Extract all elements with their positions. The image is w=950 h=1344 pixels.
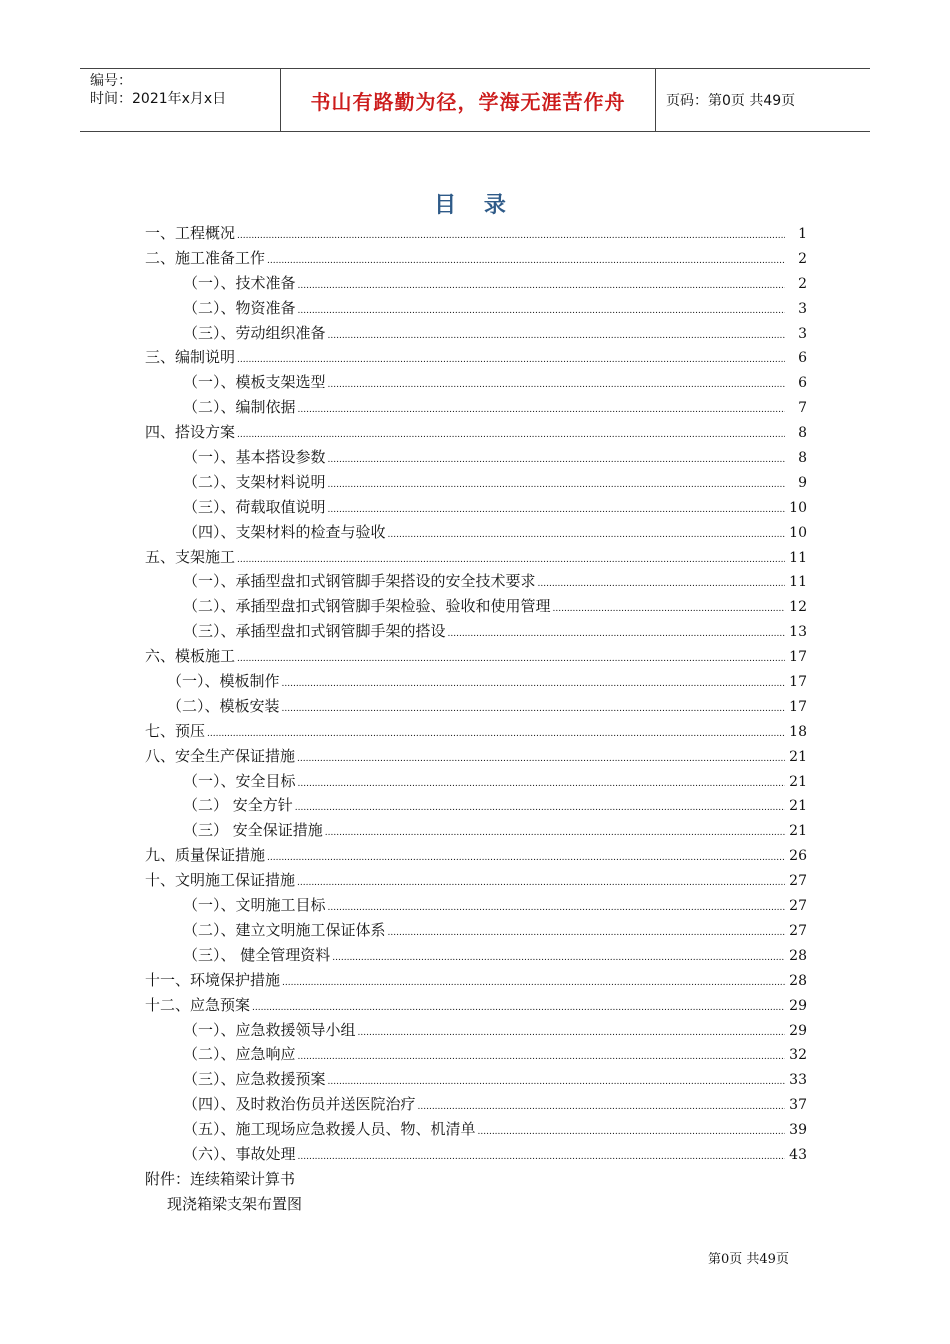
toc-entry-page: 6 (798, 375, 807, 392)
toc-entry[interactable] (145, 297, 807, 322)
toc-entry-label: 七、预压 (145, 721, 206, 740)
toc-entry[interactable] (145, 770, 807, 795)
toc-entry[interactable] (145, 844, 807, 869)
toc-leader-dots (478, 1127, 785, 1137)
toc-entry[interactable] (145, 745, 807, 770)
toc-entry[interactable] (145, 421, 807, 446)
toc-leader-dots (298, 306, 785, 316)
toc-entry-label: （二）、支架材料说明 (183, 472, 326, 491)
toc-entry-label: （二）、建立文明施工保证体系 (183, 920, 386, 939)
toc-entry-page: 17 (789, 698, 807, 715)
toc-entry-page: 33 (789, 1072, 807, 1089)
toc-entry-page: 26 (789, 848, 807, 865)
toc-entry[interactable] (145, 322, 807, 347)
toc-entry[interactable] (145, 869, 807, 894)
toc-entry-label: 十一、环境保护措施 (145, 970, 281, 989)
toc-entry-page: 13 (789, 624, 807, 641)
header-number-label: 编号： (90, 73, 132, 89)
toc-entry-page: 29 (789, 1022, 807, 1039)
header-page-label: 页码：第0页 共49页 (666, 93, 796, 109)
toc-entry-page: 27 (789, 922, 807, 939)
toc-entry-label: （一）、承插型盘扣式钢管脚手架搭设的安全技术要求 (183, 572, 536, 591)
toc-leader-dots (328, 903, 785, 913)
toc-entry[interactable] (145, 272, 807, 297)
toc-entry[interactable] (145, 222, 807, 247)
toc-entry[interactable] (145, 670, 807, 695)
toc-leader-dots (358, 1028, 785, 1038)
toc-leader-dots (237, 430, 785, 440)
header-motto: 书山有路勤为径，学海无涯苦作舟 (281, 69, 656, 131)
toc-entry-label: （一）、安全目标 (183, 771, 296, 790)
toc-entry-label: （六）、事故处理 (183, 1144, 296, 1163)
toc-title: 目 录 (434, 192, 516, 218)
toc-leader-dots (328, 480, 785, 490)
toc-leader-dots (332, 953, 785, 963)
toc-entry-page: 28 (789, 947, 807, 964)
toc-entry[interactable] (145, 1118, 807, 1143)
toc-leader-dots (237, 231, 785, 241)
toc-entry-page: 32 (789, 1047, 807, 1064)
toc-entry-page: 10 (789, 499, 807, 516)
toc-entry-label: 十、文明施工保证措施 (145, 871, 296, 890)
toc-entry-label: （三）、荷载取值说明 (183, 497, 326, 516)
table-of-contents (145, 222, 807, 1218)
toc-leader-dots (388, 530, 785, 540)
toc-entry-page: 27 (789, 898, 807, 915)
toc-entry[interactable] (145, 969, 807, 994)
toc-entry-label: （二）、应急响应 (183, 1045, 296, 1064)
toc-entry[interactable] (145, 396, 807, 421)
toc-leader-dots (282, 679, 785, 689)
toc-entry[interactable] (145, 546, 807, 571)
toc-entry-page: 21 (789, 823, 807, 840)
toc-entry-page: 39 (789, 1122, 807, 1139)
toc-entry-page: 8 (798, 425, 807, 442)
toc-entry-page: 7 (798, 400, 807, 417)
page-header (80, 68, 870, 132)
toc-leader-dots (237, 555, 785, 565)
toc-entry-page: 2 (798, 275, 807, 292)
toc-leader-dots (297, 754, 785, 764)
toc-entry[interactable] (145, 894, 807, 919)
toc-leader-dots (328, 331, 785, 341)
toc-entry[interactable] (145, 1093, 807, 1118)
toc-entry-page: 11 (789, 574, 807, 591)
toc-leader-dots (325, 828, 785, 838)
toc-entry-label: （四）、支架材料的检查与验收 (183, 522, 386, 541)
toc-entry[interactable] (145, 247, 807, 272)
toc-entry-page: 17 (789, 649, 807, 666)
toc-leader-dots (328, 380, 785, 390)
toc-entry-label: （一）、应急救援领导小组 (183, 1020, 356, 1039)
toc-entry-page: 8 (798, 450, 807, 467)
toc-entry-label: （二）、承插型盘扣式钢管脚手架检验、验收和使用管理 (183, 597, 551, 616)
toc-leader-dots (207, 729, 785, 739)
toc-entry-page: 11 (789, 549, 807, 566)
toc-leader-dots (328, 1077, 785, 1087)
toc-entry-label: 八、安全生产保证措施 (145, 746, 296, 765)
toc-entry-page: 28 (789, 972, 807, 989)
toc-entry-page: 3 (798, 325, 807, 342)
toc-entry-page: 37 (789, 1097, 807, 1114)
toc-entry-page: 6 (798, 350, 807, 367)
toc-entry-page: 27 (789, 873, 807, 890)
toc-leader-dots (298, 405, 785, 415)
toc-entry[interactable] (145, 446, 807, 471)
toc-entry[interactable] (145, 645, 807, 670)
appendix-line-1: 附件：连续箱梁计算书 (145, 1169, 296, 1188)
toc-entry[interactable] (145, 819, 807, 844)
toc-entry-label: 一、工程概况 (145, 224, 236, 242)
toc-entry[interactable] (145, 496, 807, 521)
toc-entry[interactable] (145, 620, 807, 645)
toc-entry[interactable] (145, 471, 807, 496)
toc-entry-label: 三、编制说明 (145, 348, 236, 367)
toc-leader-dots (418, 1102, 785, 1112)
toc-entry-label: 四、搭设方案 (145, 423, 236, 442)
toc-entry-label: 五、支架施工 (145, 547, 236, 566)
toc-entry[interactable] (145, 595, 807, 620)
toc-entry-label: （二）、编制依据 (183, 398, 296, 417)
toc-entry-page: 12 (789, 599, 807, 616)
toc-leader-dots (448, 629, 785, 639)
toc-entry-label: （五）、施工现场应急救援人员、物、机清单 (183, 1120, 476, 1139)
toc-entry-page: 10 (789, 524, 807, 541)
toc-entry-page: 43 (789, 1146, 807, 1163)
toc-leader-dots (298, 1052, 785, 1062)
toc-entry[interactable] (145, 1143, 807, 1168)
toc-entry[interactable] (145, 919, 807, 944)
toc-leader-dots (298, 1152, 785, 1162)
toc-entry-label: （三）、承插型盘扣式钢管脚手架的搭设 (183, 622, 446, 641)
toc-leader-dots (252, 1003, 785, 1013)
toc-leader-dots (553, 604, 785, 614)
toc-entry-label: （三）、应急救援预案 (183, 1070, 326, 1089)
toc-leader-dots (388, 928, 785, 938)
toc-leader-dots (237, 654, 785, 664)
toc-entry[interactable] (145, 371, 807, 396)
toc-entry[interactable] (145, 570, 807, 595)
toc-entry[interactable] (145, 994, 807, 1019)
toc-leader-dots (328, 455, 785, 465)
toc-entry-page: 3 (798, 300, 807, 317)
toc-entry-page: 29 (789, 997, 807, 1014)
toc-entry[interactable] (145, 794, 807, 819)
toc-entry-label: （三） 安全保证措施 (183, 821, 323, 840)
page-footer: 第0页 共49页 (708, 1252, 789, 1267)
toc-entry-label: （一）、模板制作 (167, 672, 280, 691)
toc-entry-label: （三）、劳动组织准备 (183, 323, 326, 342)
toc-entry[interactable] (145, 1019, 807, 1044)
appendix-line-2: 现浇箱梁支架布置图 (167, 1194, 303, 1213)
toc-entry-page: 21 (789, 798, 807, 815)
toc-entry[interactable] (145, 720, 807, 745)
header-meta (80, 69, 281, 131)
toc-leader-dots (282, 978, 785, 988)
toc-leader-dots (282, 704, 785, 714)
toc-entry-label: （一）、模板支架选型 (183, 373, 326, 392)
toc-entry-page: 9 (798, 474, 807, 491)
toc-entry-label: （二）、模板安装 (167, 696, 280, 715)
toc-entry-label: 十二、应急预案 (145, 995, 251, 1014)
toc-entry-label: （二） 安全方针 (183, 796, 293, 815)
toc-leader-dots (298, 281, 785, 291)
toc-entry-page: 21 (789, 748, 807, 765)
toc-entry[interactable] (145, 695, 807, 720)
toc-leader-dots (298, 779, 785, 789)
toc-entry-label: （三）、 健全管理资料 (183, 945, 331, 964)
toc-entry[interactable] (145, 521, 807, 546)
toc-entry-label: （四）、及时救治伤员并送医院治疗 (183, 1095, 416, 1114)
toc-entry-label: 九、质量保证措施 (145, 846, 266, 865)
toc-entry[interactable] (145, 944, 807, 969)
toc-entry-label: （一）、文明施工目标 (183, 896, 326, 915)
toc-leader-dots (328, 505, 785, 515)
header-time-label: 时间：2021年x月x日 (90, 91, 227, 107)
toc-leader-dots (267, 853, 785, 863)
toc-entry-page: 18 (789, 723, 807, 740)
toc-entry-label: （一）、技术准备 (183, 273, 296, 292)
toc-leader-dots (237, 355, 785, 365)
toc-entry[interactable] (145, 1043, 807, 1068)
toc-entry-label: （一）、基本搭设参数 (183, 448, 326, 467)
toc-entry-label: （二）、物资准备 (183, 298, 296, 317)
toc-entry-label: 六、模板施工 (145, 647, 236, 666)
toc-entry[interactable] (145, 1068, 807, 1093)
toc-leader-dots (297, 878, 785, 888)
toc-entry-page: 21 (789, 773, 807, 790)
toc-entry-page: 17 (789, 674, 807, 691)
toc-entry-page: 2 (798, 250, 807, 267)
toc-leader-dots (538, 579, 785, 589)
toc-entry[interactable] (145, 346, 807, 371)
toc-entry-page: 1 (798, 226, 807, 242)
toc-leader-dots (267, 256, 785, 266)
toc-leader-dots (295, 803, 785, 813)
toc-entry-label: 二、施工准备工作 (145, 248, 266, 267)
